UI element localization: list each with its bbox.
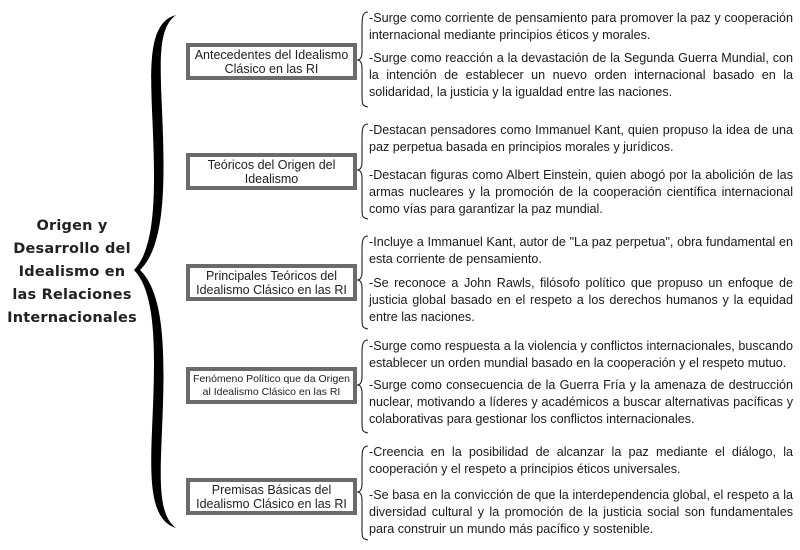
branch-box-principales-teoricos [186, 264, 357, 301]
branch-box-premisas [186, 478, 357, 515]
main-brace [134, 15, 176, 528]
branch-4-item-2: -Surge como consecuencia de la Guerra Fría y la amenaza de destrucción nuclear, motivando a líderes y académicos a buscar alternativas pacíficas y colaborativas para gestionar los conflictos internacionales. [369, 378, 793, 426]
small-brace-4 [357, 340, 368, 433]
root-topic: Origen y Desarrollo del Idealismo en las Relaciones Internacionales [7, 218, 137, 326]
branch-box-teoricos-origen [186, 153, 357, 190]
branch-label: Principales Teóricos del Idealismo Clásico en las RI [196, 268, 347, 297]
branch-label: Antecedentes del Idealismo Clásico en las RI [194, 47, 349, 76]
branch-1-item-1: -Surge como corriente de pensamiento para promover la paz y cooperación internacional mediante principios éticos y morales. [369, 11, 793, 42]
branch-label: Teóricos del Origen del Idealismo [207, 157, 336, 186]
branch-5-item-2: -Se basa en la convicción de que la interdependencia global, el respeto a la diversidad cultural y la promoción de la justicia social son fundamentales para construir un mundo más pacífico y sostenible. [369, 488, 793, 536]
branch-box-antecedentes [186, 43, 357, 80]
branch-box-fenomeno-politico [186, 367, 357, 404]
small-brace-3 [357, 236, 368, 329]
branch-3-item-1: -Incluye a Immanuel Kant, autor de "La paz perpetua", obra fundamental en esta corriente de pensamiento. [369, 235, 793, 266]
branch-label: Premisas Básicas del Idealismo Clásico en las RI [196, 482, 347, 511]
small-brace-2 [357, 124, 368, 219]
branch-label: Fenómeno Político que da Origen al Idealismo Clásico en las RI [192, 372, 350, 398]
small-brace-1 [357, 12, 368, 107]
small-brace-5 [357, 446, 368, 540]
branch-1-item-2: -Surge como reacción a la devastación de la Segunda Guerra Mundial, con la intención de establecer un nuevo orden internacional basado en la solidaridad, la justicia y la igualdad entre las naciones. [369, 51, 793, 99]
branch-4-item-1: -Surge como respuesta a la violencia y conflictos internacionales, buscando establecer un orden mundial basado en la cooperación y el respeto mutuo. [369, 339, 793, 370]
branch-3-item-2: -Se reconoce a John Rawls, filósofo político que propuso un enfoque de justicia global basado en el respeto a los derechos humanos y la equidad entre las naciones. [369, 276, 793, 324]
branch-2-item-1: -Destacan pensadores como Immanuel Kant, quien propuso la idea de una paz perpetua basada en principios morales y jurídicos. [369, 123, 793, 154]
branch-2-item-2: -Destacan figuras como Albert Einstein, quien abogó por la abolición de las armas nucleares y la promoción de la cooperación científica internacional como vías para garantizar la paz mundial. [369, 168, 793, 216]
branch-5-item-1: -Creencia en la posibilidad de alcanzar la paz mediante el diálogo, la cooperación y el respeto a principios éticos universales. [369, 445, 793, 476]
